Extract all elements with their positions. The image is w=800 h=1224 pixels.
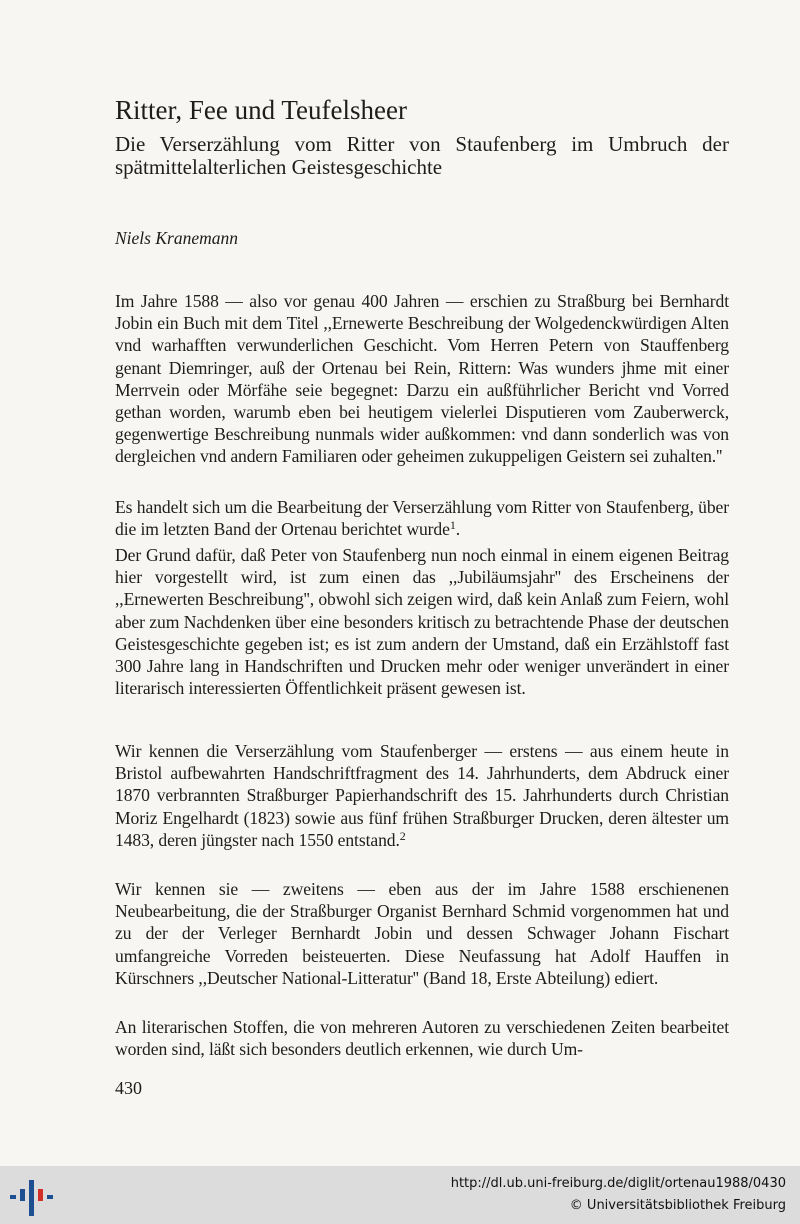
paragraph: Wir kennen sie — zweitens — eben aus der im Jahre 1588 erschienenen Neubearbeitung, die der Straßburger Organist Bernhard Schmid vorgenommen hat und zu der der Verleger Bernhardt Jobin und dessen Schwager Johann Fischart umfangreiche Vorreden beisteuerten. Diese Neufassung hat Adolf Hauffen in Kürschners ,,Deutscher National-Litteratur'' (Band 18, Erste Abteilung) ediert. <box>115 879 729 988</box>
paragraph-text: Wir kennen die Verserzählung vom Staufenberger — erstens — aus einem heute in Bristol aufbewahrten Handschriftfragment des 14. Jahrhunderts, dem Abdruck einer 1870 verbrannten Straßburger Papierhandschrift des 15. Jahrhunderts durch Christian Moriz Engelhardt (1823) sowie aus fünf frühen Straßburger Drucken, deren ältester um 1483, deren jüngster nach 1550 entstand. <box>115 741 729 850</box>
paragraph-text: Es handelt sich um die Bearbeitung der Verserzählung vom Ritter von Staufenberg, über die im letzten Band der Ortenau berichtet wurde <box>115 497 729 540</box>
source-url-link[interactable]: http://dl.ub.uni-freiburg.de/diglit/ortenau1988/0430 <box>450 1176 786 1191</box>
paragraph <box>115 740 729 851</box>
paragraph: Im Jahre 1588 — also vor genau 400 Jahren — erschien zu Straßburg bei Bernhardt Jobin ein Buch mit dem Titel ,,Ernewerte Beschreibung der Wolgedenckwürdigen Alten vnd warhafften verwunderlichen Geschicht. Vom Herren Petern von Stauffenberg genant Diemringer, auß der Ortenau bei Rein, Rittern: Was wunders jhme mit einer Merrvein oder Mörfähe seie begegnet: Darzu ein außführlicher Bericht vnd Vorred gethan worden, warumb eben bei heutigem vielerlei Disputieren vom Zauberwerck, gegenwertige Beschreibung nunmals wider außkommen: vnd dann sonderlich was von dergleichen vnd andern Familiaren oder geheimen zukuppeligen Geistern sei zuhalten.'' <box>115 291 729 467</box>
page-number: 430 <box>115 1078 142 1098</box>
article-author: Niels Kranemann <box>115 228 238 248</box>
footnote-marker: 2 <box>399 828 406 843</box>
paragraph: An literarischen Stoffen, die von mehreren Autoren zu verschiedenen Zeiten bearbeitet worden sind, läßt sich besonders deutlich erkennen, wie durch Um- <box>115 1017 729 1060</box>
article-title: Ritter, Fee und Teufelsheer <box>115 95 407 125</box>
copyright-notice: © Universitätsbibliothek Freiburg <box>569 1198 786 1213</box>
paragraph: Es handelt sich um die Bearbeitung der Verserzählung vom Ritter von Staufenberg, über die im letzten Band der Ortenau berichtet wurde$^1$. <box>115 497 729 540</box>
paragraph: Der Grund dafür, daß Peter von Staufenberg nun noch einmal in einem eigenen Beitrag hier vorgestellt wird, ist zum einen das ,,Jubiläumsjahr'' des Erscheinens der ,,Ernewerten Beschreibung'', obwohl sich zeigen wird, daß kein Anlaß zum Feiern, wohl aber zum Nachdenken über eine besonders kritisch zu betrachtende Phase der deutschen Geistesgeschichte gegeben ist; es ist zum andern der Umstand, daß ein Erzählstoff fast 300 Jahre lang in Handschriften und Drucken mehr oder weniger unverändert in einer literarisch interessierten Öffentlichkeit präsent gewesen ist. <box>115 545 729 699</box>
library-logo-icon <box>10 1178 54 1216</box>
bleed-through-shadow <box>560 92 800 292</box>
footnote-marker: 1 <box>449 518 456 533</box>
footer-bar <box>0 1166 800 1224</box>
article-subtitle: Die Verserzählung vom Ritter von Staufenberg im Umbruch der spätmittelalterlichen Geistesgeschichte <box>115 132 729 179</box>
